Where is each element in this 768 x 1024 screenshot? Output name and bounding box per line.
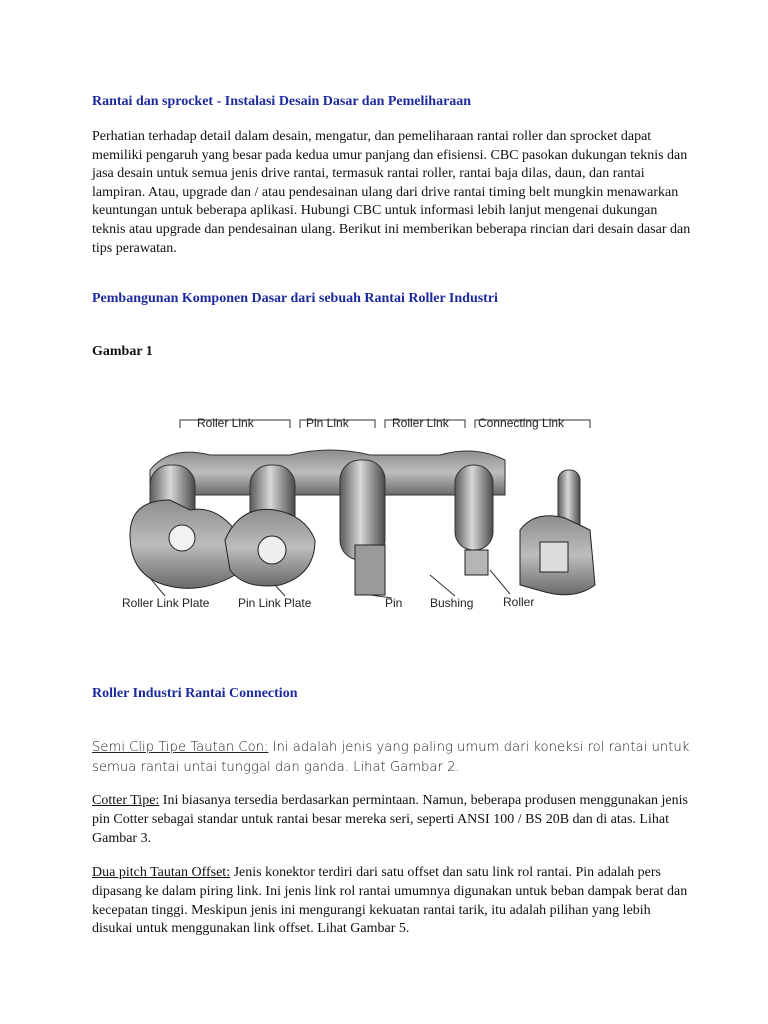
item-semi-clip-text: Ini adalah jenis yang paling umum dari koneksi rol rantai untuk semua rantai untai tunggal dan ganda. Lihat Gambar 2. <box>92 740 690 775</box>
label-pin-link-plate: Pin Link Plate <box>238 596 312 610</box>
label-roller: Roller <box>503 595 535 609</box>
item-cotter-lead: Cotter Tipe: <box>92 793 160 808</box>
label-pin: Pin <box>385 596 403 610</box>
roller-chain-diagram <box>110 400 610 620</box>
back-link-plate <box>150 450 505 495</box>
section-heading-components: Pembangunan Komponen Dasar dari sebuah Rantai Roller Industri <box>92 291 498 306</box>
item-offset-text: Jenis konektor terdiri dari satu offset dan satu link rol rantai. Pin adalah pers dipasang ke dalam piring link. Ini jenis link rol rantai umumnya digunakan untuk beban dampak berat dan kecepatan tinggi. Meskipun jenis ini mengurangi kekuatan rantai tarik, itu adalah pilihan yang lebih disukai untuk menggunakan link offset. Lihat Gambar 5. <box>92 865 688 937</box>
item-cotter-text: Ini biasanya tersedia berdasarkan permintaan. Namun, beberapa produsen menggunakan jenis pin Cotter sebagai standar untuk rantai besar mereka seri, seperti ANSI 100 / BS 20B dan di atas. Lihat Gambar 3. <box>92 793 688 846</box>
item-cotter <box>92 792 692 848</box>
label-roller-link-2: Roller Link <box>392 416 449 430</box>
label-roller-link-plate: Roller Link Plate <box>122 596 210 610</box>
label-pin-link: Pin Link <box>306 416 349 430</box>
item-offset <box>92 864 692 939</box>
figure-caption: Gambar 1 <box>92 344 153 359</box>
section-heading-connection: Roller Industri Rantai Connection <box>92 686 298 701</box>
label-roller-link-1: Roller Link <box>197 416 254 430</box>
item-semi-clip <box>92 738 692 778</box>
label-connecting-link: Connecting Link <box>478 416 565 430</box>
document-title: Rantai dan sprocket - Instalasi Desain Dasar dan Pemeliharaan <box>92 94 472 109</box>
item-offset-lead: Dua pitch Tautan Offset: <box>92 865 231 880</box>
intro-paragraph: Perhatian terhadap detail dalam desain, mengatur, dan pemeliharaan rantai roller dan sprocket dapat memiliki pengaruh yang besar pada kedua umur panjang dan efisiensi. CBC pasokan dukungan teknis dan jasa desain untuk semua jenis drive rantai, termasuk rantai roller, rantai baja dilas, daun, dan rantai lampiran. Atau, upgrade dan / atau pendesainan ulang dari drive rantai timing belt mungkin menawarkan keuntungan untuk beberapa aplikasi. Hubungi CBC untuk informasi lebih lanjut mengenai dukungan teknis atau upgrade dan pendesainan ulang. Berikut ini memberikan beberapa rincian dari desain dasar dan tips perawatan. <box>92 129 691 256</box>
item-semi-clip-lead: Semi Clip Tipe Tautan Con: <box>92 740 269 755</box>
label-bushing: Bushing <box>430 596 474 610</box>
